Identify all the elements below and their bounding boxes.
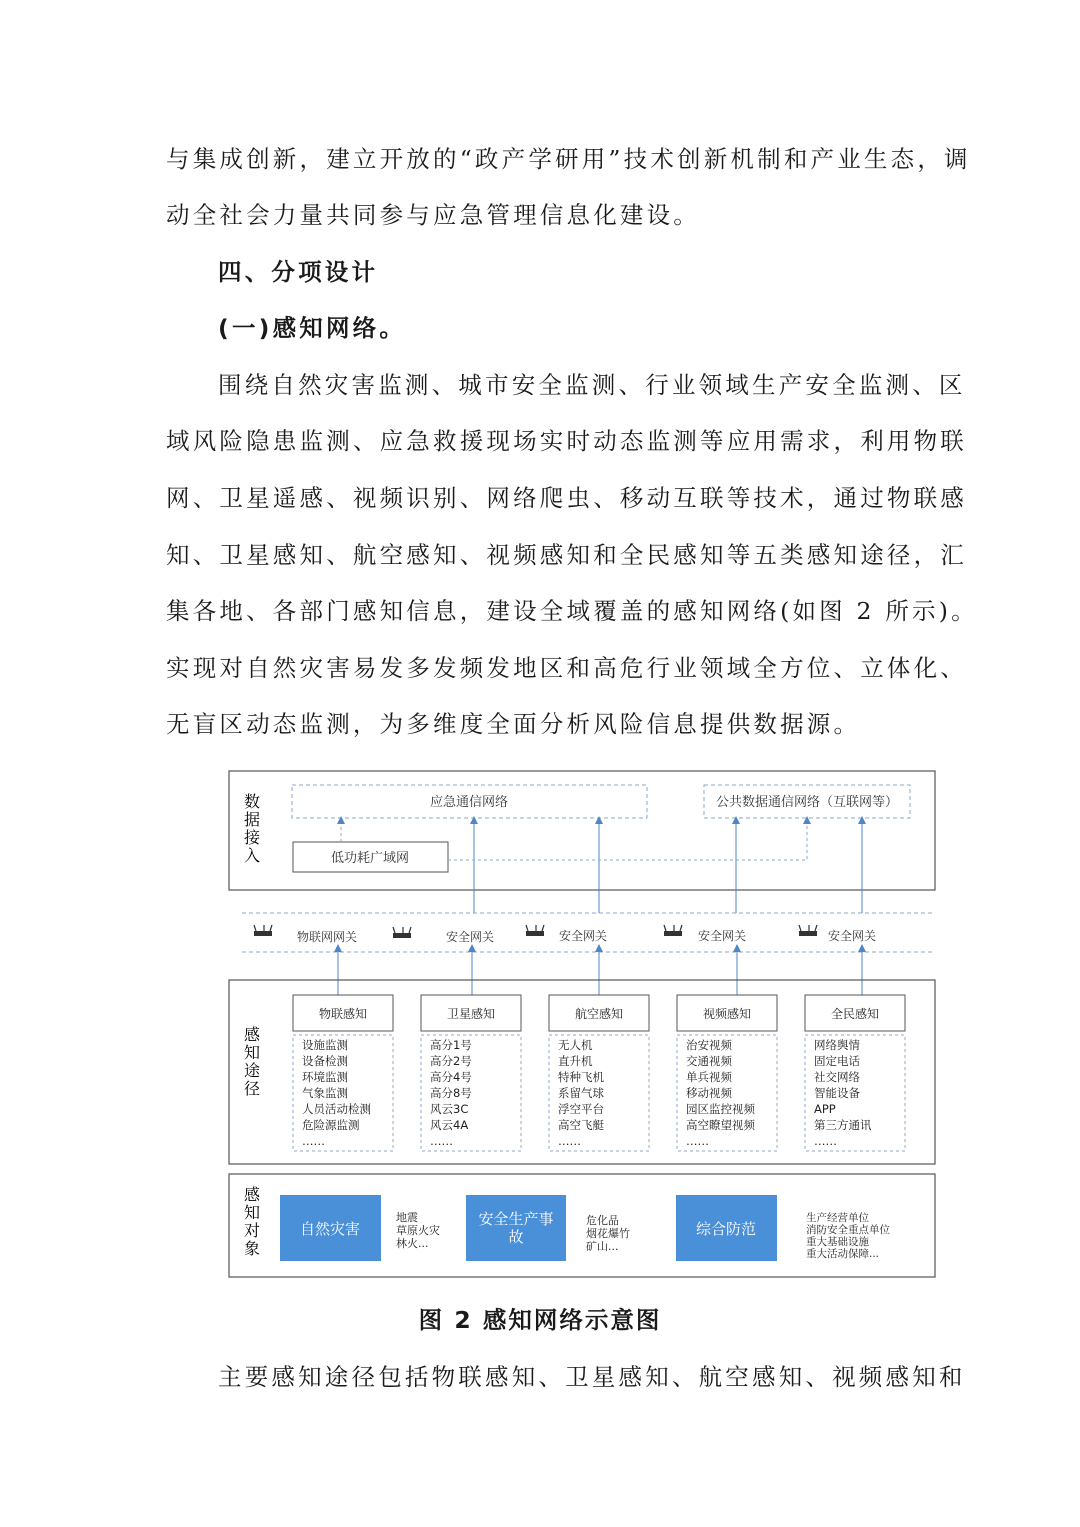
- row-label-char: 对: [243, 1221, 261, 1240]
- router-icon: [799, 931, 817, 936]
- path-item: 风云4A: [430, 1118, 469, 1132]
- gateway-label: 安全网关: [698, 929, 747, 943]
- object-detail: 危化品: [586, 1214, 619, 1227]
- path-item: 气象监测: [302, 1086, 348, 1100]
- paragraph-line: 集各地、各部门感知信息，建设全域覆盖的感知网络(如图 2 所示)。: [166, 597, 978, 625]
- paragraph-line: 无盲区动态监测，为多维度全面分析风险信息提供数据源。: [166, 710, 861, 738]
- lpwan-link: [448, 820, 807, 860]
- row-label-char: 途: [243, 1061, 261, 1080]
- path-item: 高空瞭望视频: [686, 1118, 755, 1132]
- path-item: 直升机: [558, 1054, 593, 1068]
- path-item: 第三方通讯: [814, 1118, 872, 1132]
- object-detail: 重大活动保障...: [806, 1248, 880, 1260]
- path-item: 高空飞艇: [558, 1118, 604, 1132]
- path-item: ……: [814, 1134, 837, 1148]
- gateway-item: [254, 925, 357, 944]
- gateway-item: [526, 925, 607, 943]
- paragraph-line: 实现对自然灾害易发多发频发地区和高危行业领域全方位、立体化、: [166, 654, 967, 682]
- public-network-label: 公共数据通信网络（互联网等）: [715, 795, 899, 810]
- path-item: 设备检测: [302, 1054, 348, 1068]
- paragraph-line: 主要感知途径包括物联感知、卫星感知、航空感知、视频感知和: [218, 1363, 966, 1391]
- gateway-label: 安全网关: [828, 929, 877, 943]
- path-title: 航空感知: [574, 1007, 624, 1021]
- path-item: ……: [686, 1134, 709, 1148]
- path-item: 治安视频: [686, 1038, 732, 1052]
- paragraph-line: 与集成创新，建立开放的“政产学研用”技术创新机制和产业生态，调: [166, 145, 971, 173]
- path-item: 系留气球: [558, 1086, 604, 1100]
- path-title: 物联感知: [318, 1007, 368, 1021]
- row-label-char: 感: [243, 1185, 261, 1204]
- row-label-char: 数: [243, 792, 261, 811]
- path-item: ……: [430, 1134, 453, 1148]
- path-item: 智能设备: [814, 1086, 860, 1100]
- router-icon: [393, 933, 411, 938]
- row-label-char: 据: [243, 810, 261, 829]
- paragraph-line: 知、卫星感知、航空感知、视频感知和全民感知等五类感知途径，汇: [166, 541, 967, 569]
- router-icon: [664, 931, 682, 936]
- path-item: 高分4号: [430, 1070, 472, 1084]
- object-title: 安全生产事: [478, 1210, 554, 1228]
- gateway-item: [799, 925, 876, 943]
- object-detail: 消防安全重点单位: [806, 1224, 890, 1236]
- object-title: 综合防范: [695, 1220, 757, 1238]
- lpwan-label: 低功耗广域网: [330, 851, 410, 866]
- router-icon: [254, 931, 272, 936]
- path-title: 卫星感知: [446, 1007, 496, 1021]
- path-item: ……: [302, 1134, 325, 1148]
- path-item: ……: [558, 1134, 581, 1148]
- path-item: 网络舆情: [814, 1038, 860, 1052]
- row-label-char: 入: [243, 846, 261, 865]
- path-item: 风云3C: [430, 1102, 469, 1116]
- sensing-network-diagram: [228, 770, 936, 1280]
- sub-heading: (一)感知网络。: [218, 314, 407, 342]
- object-title: 自然灾害: [299, 1220, 361, 1238]
- path-item: 人员活动检测: [302, 1102, 371, 1116]
- row-label-char: 知: [243, 1203, 261, 1222]
- router-icon: [526, 931, 544, 936]
- path-item: 高分8号: [430, 1086, 472, 1100]
- paragraph-line: 围绕自然灾害监测、城市安全监测、行业领域生产安全监测、区: [218, 371, 966, 399]
- object-detail: 烟花爆竹: [586, 1227, 630, 1240]
- path-item: 特种飞机: [558, 1070, 604, 1084]
- row-label-char: 感: [243, 1025, 261, 1044]
- object-detail: 草原火灾: [396, 1224, 440, 1237]
- object-detail: 林火...: [396, 1237, 429, 1250]
- path-item: 无人机: [558, 1038, 593, 1052]
- path-title: 全民感知: [830, 1007, 880, 1021]
- path-item: 设施监测: [302, 1038, 348, 1052]
- figure-caption: 图 2 感知网络示意图: [418, 1306, 662, 1334]
- path-item: 危险源监测: [302, 1118, 360, 1132]
- path-item: APP: [814, 1102, 836, 1116]
- sensing-paths: [293, 995, 905, 1151]
- path-item: 浮空平台: [558, 1102, 604, 1116]
- path-title: 视频感知: [702, 1007, 752, 1021]
- gateway-item: [664, 925, 746, 943]
- path-item: 固定电话: [814, 1054, 860, 1068]
- path-item: 高分2号: [430, 1054, 472, 1068]
- path-item: 环境监测: [302, 1070, 348, 1084]
- gateway-label: 物联网网关: [297, 930, 358, 944]
- paragraph-line: 动全社会力量共同参与应急管理信息化建设。: [166, 201, 700, 229]
- path-item: 单兵视频: [686, 1070, 732, 1084]
- path-item: 高分1号: [430, 1038, 472, 1052]
- object-detail: 重大基础设施: [806, 1236, 869, 1248]
- row-label-char: 知: [243, 1043, 261, 1062]
- path-item: 交通视频: [686, 1054, 732, 1068]
- object-title: 故: [508, 1228, 524, 1246]
- gateway-item: [393, 927, 494, 944]
- section-heading: 四、分项设计: [218, 258, 379, 286]
- row-label-char: 象: [243, 1239, 261, 1258]
- path-item: 园区监控视频: [686, 1102, 755, 1116]
- paragraph-line: 域风险隐患监测、应急救援现场实时动态监测等应用需求，利用物联: [166, 427, 967, 455]
- object-detail: 生产经营单位: [806, 1212, 869, 1224]
- row-label-char: 径: [243, 1079, 261, 1098]
- object-detail: 矿山...: [586, 1240, 619, 1253]
- path-item: 移动视频: [686, 1086, 732, 1100]
- row-label-char: 接: [243, 828, 261, 847]
- gateway-label: 安全网关: [559, 929, 608, 943]
- emergency-network-label: 应急通信网络: [429, 795, 509, 810]
- paragraph-line: 网、卫星遥感、视频识别、网络爬虫、移动互联等技术，通过物联感: [166, 484, 967, 512]
- gateway-label: 安全网关: [446, 930, 495, 944]
- path-item: 社交网络: [814, 1070, 860, 1084]
- object-detail: 地震: [396, 1211, 418, 1224]
